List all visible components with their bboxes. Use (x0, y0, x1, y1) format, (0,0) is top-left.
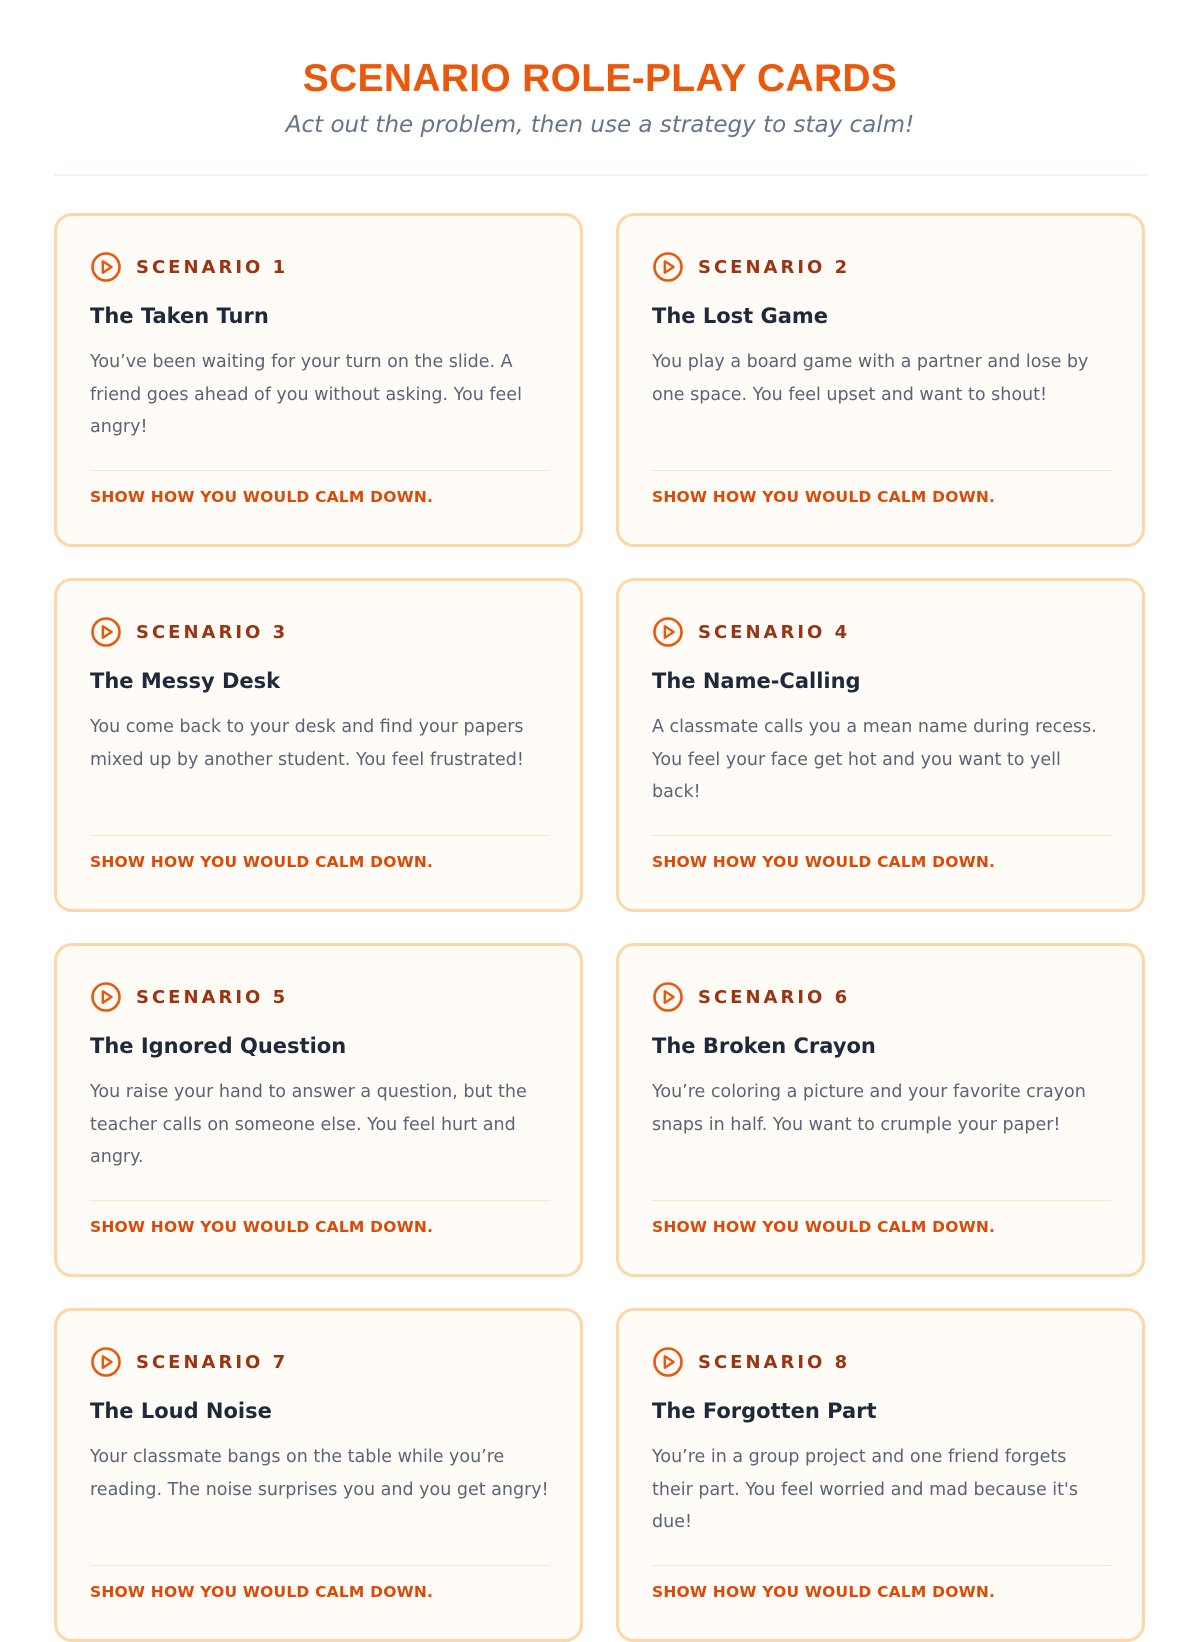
scenario-description: Your classmate bangs on the table while you’re reading. The noise surprises you and you get angry! (90, 1447, 549, 1500)
scenario-title: The Lost Game (652, 304, 829, 328)
play-circle-icon (90, 1346, 122, 1378)
play-circle-icon (652, 981, 684, 1013)
scenario-card (54, 1308, 583, 1642)
scenario-description: You’ve been waiting for your turn on the slide. A friend goes ahead of you without asking. You feel angry! (90, 352, 522, 437)
header-divider (54, 174, 1148, 176)
card-header (652, 1344, 850, 1380)
card-divider (652, 835, 1112, 836)
scenario-card (54, 213, 583, 547)
scenario-description: You’re in a group project and one friend forgets their part. You feel worried and mad because it's due! (652, 1447, 1078, 1532)
scenario-label: SCENARIO 5 (136, 986, 289, 1008)
scenario-label: SCENARIO 7 (136, 1351, 289, 1373)
scenario-label: SCENARIO 4 (698, 621, 851, 643)
card-header (90, 1344, 288, 1380)
play-circle-icon (652, 251, 684, 283)
card-header (90, 249, 288, 285)
scenario-description: You come back to your desk and find your papers mixed up by another student. You feel frustrated! (90, 717, 524, 770)
card-divider (652, 1200, 1112, 1201)
card-divider (90, 1565, 550, 1566)
calm-down-prompt: SHOW HOW YOU WOULD CALM DOWN. (652, 1218, 996, 1236)
scenario-label: SCENARIO 6 (698, 986, 851, 1008)
scenario-title: The Taken Turn (90, 304, 269, 328)
card-divider (652, 1565, 1112, 1566)
calm-down-prompt: SHOW HOW YOU WOULD CALM DOWN. (652, 853, 996, 871)
scenario-title: The Messy Desk (90, 669, 281, 693)
scenario-label: SCENARIO 2 (698, 256, 851, 278)
page-subtitle: Act out the problem, then use a strategy to stay calm! (285, 112, 915, 138)
card-header (652, 249, 850, 285)
scenario-title: The Forgotten Part (652, 1399, 877, 1423)
play-circle-icon (90, 981, 122, 1013)
calm-down-prompt: SHOW HOW YOU WOULD CALM DOWN. (90, 488, 434, 506)
calm-down-prompt: SHOW HOW YOU WOULD CALM DOWN. (90, 1583, 434, 1601)
scenario-card (616, 943, 1145, 1277)
card-header (90, 979, 288, 1015)
card-divider (90, 835, 550, 836)
play-circle-icon (652, 616, 684, 648)
scenario-title: The Ignored Question (90, 1034, 347, 1058)
scenario-card (54, 943, 583, 1277)
page-title: SCENARIO ROLE-PLAY CARDS (302, 57, 898, 100)
card-header (652, 614, 850, 650)
scenario-card (616, 213, 1145, 547)
card-divider (652, 470, 1112, 471)
scenario-description: You raise your hand to answer a question, but the teacher calls on someone else. You feel hurt and angry. (90, 1082, 527, 1167)
scenario-label: SCENARIO 1 (136, 256, 289, 278)
play-circle-icon (652, 1346, 684, 1378)
calm-down-prompt: SHOW HOW YOU WOULD CALM DOWN. (652, 1583, 996, 1601)
play-circle-icon (90, 616, 122, 648)
card-divider (90, 1200, 550, 1201)
scenario-description: You’re coloring a picture and your favorite crayon snaps in half. You want to crumple your paper! (652, 1082, 1086, 1135)
scenario-title: The Loud Noise (90, 1399, 272, 1423)
card-header (90, 614, 288, 650)
scenario-description: You play a board game with a partner and lose by one space. You feel upset and want to shout! (652, 352, 1089, 405)
scenario-card (616, 1308, 1145, 1642)
scenario-label: SCENARIO 8 (698, 1351, 851, 1373)
play-circle-icon (90, 251, 122, 283)
calm-down-prompt: SHOW HOW YOU WOULD CALM DOWN. (90, 1218, 434, 1236)
scenario-label: SCENARIO 3 (136, 621, 289, 643)
scenario-card (616, 578, 1145, 912)
scenario-title: The Name-Calling (652, 669, 861, 693)
card-divider (90, 470, 550, 471)
scenario-description: A classmate calls you a mean name during recess. You feel your face get hot and you want to yell back! (652, 717, 1097, 802)
calm-down-prompt: SHOW HOW YOU WOULD CALM DOWN. (90, 853, 434, 871)
calm-down-prompt: SHOW HOW YOU WOULD CALM DOWN. (652, 488, 996, 506)
scenario-card (54, 578, 583, 912)
scenario-title: The Broken Crayon (652, 1034, 876, 1058)
card-header (652, 979, 850, 1015)
